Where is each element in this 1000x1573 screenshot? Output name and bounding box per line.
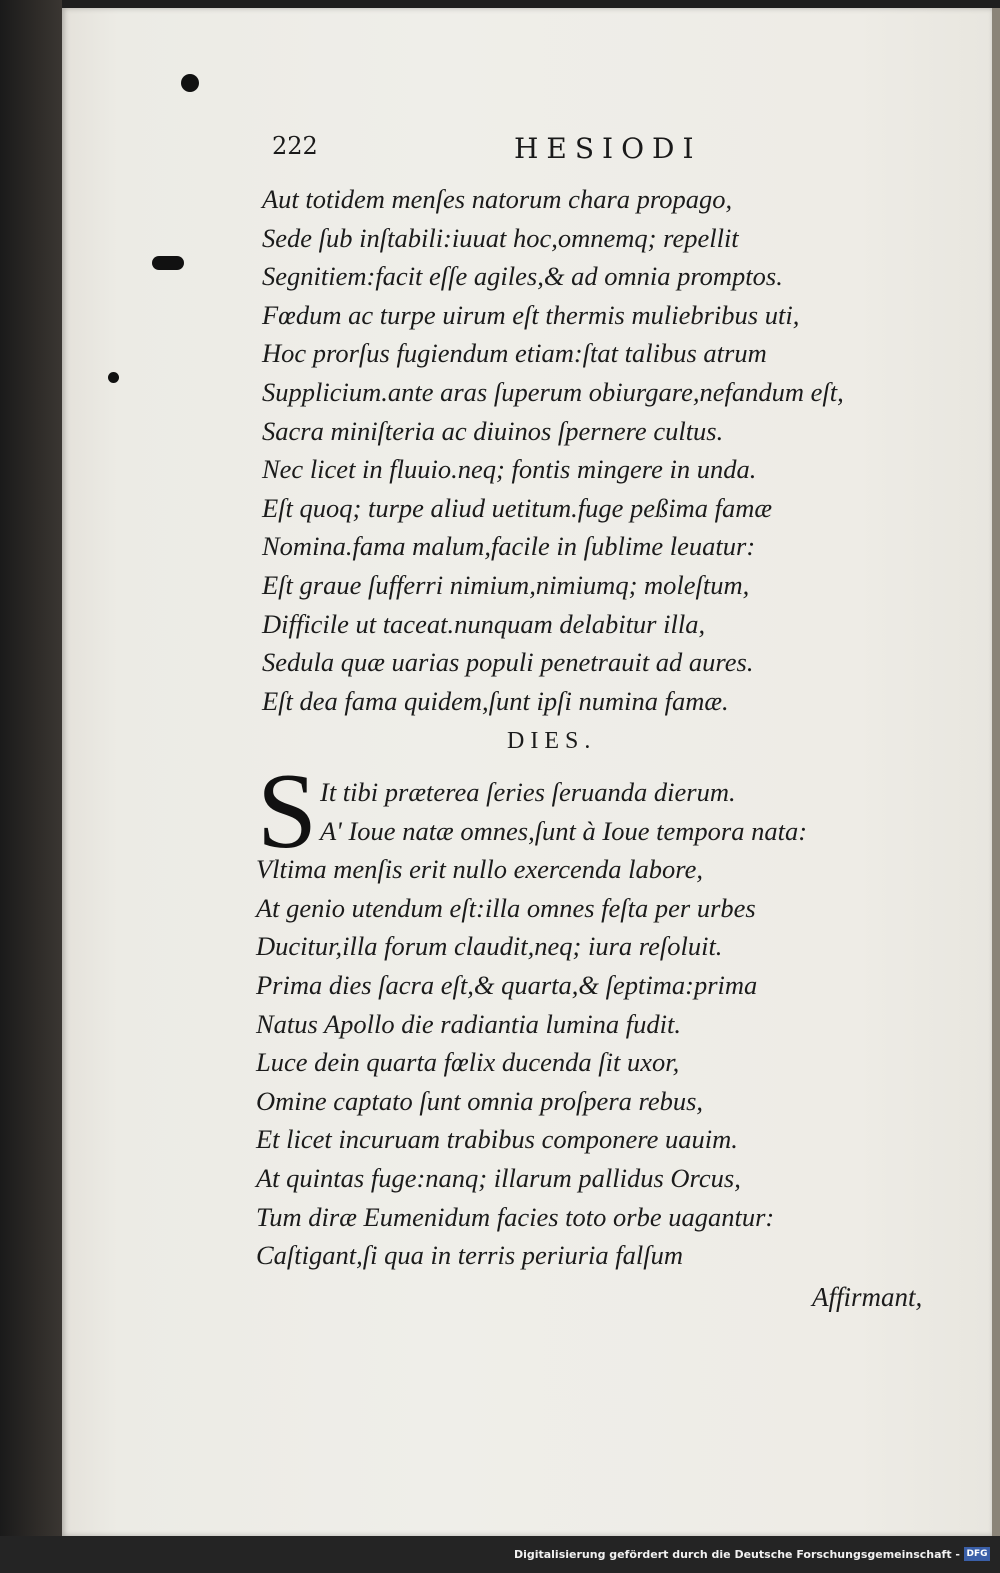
verse-line: Eſt graue ſufferri nimium,nimiumq; moleſtum, <box>262 569 750 600</box>
verse-line: It tibi præterea ſeries ſeruanda dierum. <box>320 777 736 807</box>
dfg-logo: DFG <box>964 1547 990 1561</box>
page-edge-right <box>992 8 1000 1536</box>
ink-mark <box>152 256 184 270</box>
ink-mark <box>108 372 119 383</box>
verse-line: Vltima menſis erit nullo exercenda labore, <box>256 854 703 885</box>
verse-line: Sacra miniſteria ac diuinos ſpernere cultus. <box>262 415 724 446</box>
verse-line: Eſt dea fama quidem,ſunt ipſi numina famæ. <box>262 685 729 716</box>
verse-line: Hoc prorſus fugiendum etiam:ſtat talibus atrum <box>262 338 767 369</box>
verse-line: Tum diræ Eumenidum facies toto orbe uagantur: <box>256 1201 775 1232</box>
book-spine-shadow <box>0 0 62 1573</box>
verse-line: Caſtigant,ſi qua in terris periuria falſum <box>256 1240 683 1271</box>
verse-line: Omine captato ſunt omnia proſpera rebus, <box>256 1085 704 1116</box>
verse-line: Luce dein quarta fœlix ducenda ſit uxor, <box>256 1047 680 1078</box>
verse-line: Ducitur,illa forum claudit,neq; iura reſoluit. <box>256 931 723 962</box>
verse-line: Natus Apollo die radiantia lumina fudit. <box>256 1008 682 1039</box>
verse-line: A' Ioue natæ omnes,ſunt à Ioue tempora nata: <box>320 815 808 846</box>
section-heading: DIES. <box>507 728 597 754</box>
page-number: 222 <box>272 132 318 160</box>
drop-cap-initial: S <box>257 752 318 871</box>
ink-mark <box>181 74 199 92</box>
funding-credit: Digitalisierung gefördert durch die Deutsche Forschungsgemeinschaft - <box>513 1548 960 1561</box>
verse-line: Eſt quoq; turpe aliud uetitum.fuge peßima famæ <box>262 492 773 523</box>
verse-line: Fœdum ac turpe uirum eſt thermis muliebribus uti, <box>262 299 800 330</box>
verse-line: At genio utendum eſt:illa omnes feſta per urbes <box>256 892 756 923</box>
verse-line: At quintas fuge:nanq; illarum pallidus Orcus, <box>256 1162 741 1193</box>
verse-line: Sede ſub inſtabili:iuuat hoc,omnemq; repellit <box>262 222 739 253</box>
verse-block-1 <box>262 180 844 720</box>
verse-block-2 <box>256 773 807 1275</box>
verse-line: Segnitiem:facit eſſe agiles,& ad omnia promptos. <box>262 261 783 292</box>
running-head: HESIODI <box>514 132 702 165</box>
verse-line: Supplicium.ante aras ſuperum obiurgare,nefandum eſt, <box>262 376 844 407</box>
verse-line: Difficile ut taceat.nunquam delabitur illa, <box>262 608 706 639</box>
catchword: Affirmant, <box>812 1282 923 1312</box>
verse-line: Aut totidem menſes natorum chara propago, <box>262 184 733 214</box>
verse-line: Prima dies ſacra eſt,& quarta,& ſeptima:prima <box>256 969 758 1000</box>
verse-line: Nomina.fama malum,facile in ſublime leuatur: <box>262 531 756 562</box>
verse-line: Nec licet in fluuio.neq; fontis mingere in unda. <box>262 454 757 485</box>
verse-line: Et licet incuruam trabibus componere uauim. <box>256 1124 738 1155</box>
verse-line: Sedula quæ uarias populi penetrauit ad aures. <box>262 647 754 678</box>
